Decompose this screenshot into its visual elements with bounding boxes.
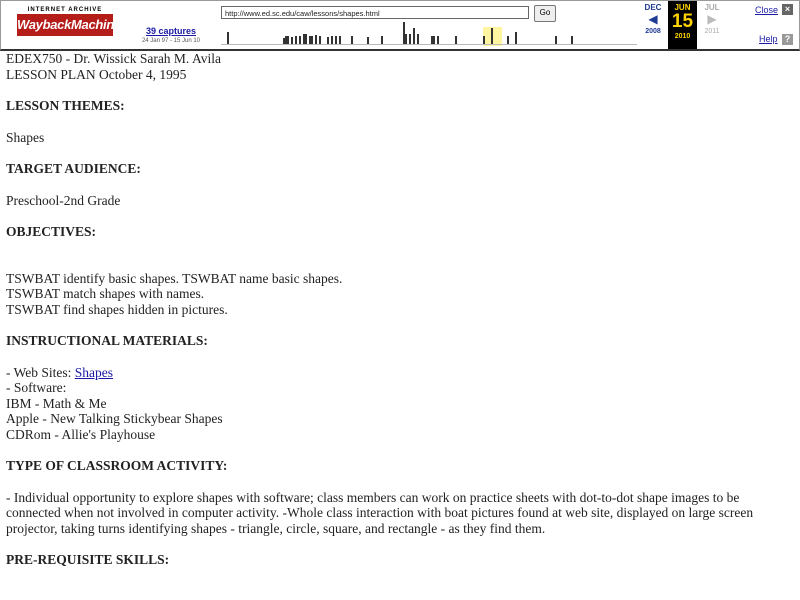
current-year: 2010 <box>674 33 691 40</box>
objective-line: TSWBAT match shapes with names. <box>6 286 205 301</box>
header-line-2: LESSON PLAN October 4, 1995 <box>6 66 187 82</box>
timeline-tick <box>295 36 297 44</box>
websites-prefix: - Web Sites: <box>6 364 75 380</box>
timeline-tick <box>491 28 493 44</box>
timeline-tick <box>331 36 333 44</box>
timeline-tick <box>305 34 307 44</box>
lesson-plan-content <box>6 51 794 568</box>
objective-line: TSWBAT find shapes hidden in pictures. <box>6 301 228 317</box>
timeline-tick <box>327 37 329 44</box>
materials-software: - Software: <box>6 380 67 395</box>
timeline-tick <box>555 36 557 44</box>
timeline-tick <box>367 37 369 44</box>
close-link[interactable]: Close <box>755 5 779 15</box>
captures-link[interactable]: 39 captures <box>145 26 197 36</box>
materials-heading: INSTRUCTIONAL MATERIALS: <box>6 333 208 348</box>
timeline-tick <box>339 36 341 44</box>
logo-internet-archive-text: INTERNET ARCHIVE <box>27 7 103 13</box>
timeline-tick <box>227 32 229 44</box>
timeline-baseline <box>221 44 637 45</box>
toolbar-actions <box>751 1 799 49</box>
next-year: 2011 <box>704 28 720 35</box>
timeline-tick <box>315 35 317 44</box>
timeline-tick <box>409 34 411 44</box>
timeline-tick <box>405 34 407 44</box>
prev-capture[interactable] <box>639 1 667 49</box>
arrow-right-icon[interactable]: ▶ <box>707 12 717 26</box>
arrow-left-icon[interactable]: ◀ <box>648 12 658 26</box>
current-day: 15 <box>671 11 694 32</box>
timeline-tick <box>515 32 517 44</box>
help-icon[interactable]: ? <box>782 34 793 45</box>
timeline-tick <box>287 36 289 44</box>
themes-heading: LESSON THEMES: <box>6 98 125 113</box>
timeline-tick <box>319 36 321 44</box>
timeline-tick <box>335 36 337 44</box>
shapes-link[interactable]: Shapes <box>74 364 114 380</box>
materials-websites <box>6 365 794 381</box>
audience-text: Preschool-2nd Grade <box>6 192 121 208</box>
timeline-tick <box>381 36 383 44</box>
next-capture[interactable] <box>698 1 726 49</box>
activity-text: - Individual opportunity to explore shapes with software; class members can work on practice sheets with dot-to-dot shape images to be connected when not involved in computer activity. -Whole class interaction with boat pictures found at web site, displayed on large screen projector, taking turns identifying shapes - triangle, circle, square, and rectangle - as they find them. <box>6 489 754 536</box>
timeline-tick <box>483 36 485 44</box>
logo-wayback-text: WaybackMachine <box>17 14 113 36</box>
captures-date-range: 24 Jan 97 - 15 Jun 10 <box>141 38 201 44</box>
material-item: Apple - New Talking Stickybear Shapes <box>6 411 223 426</box>
prev-year: 2008 <box>645 28 661 35</box>
current-month: JUN <box>674 3 691 12</box>
prev-month: DEC <box>644 3 662 12</box>
activity-heading: TYPE OF CLASSROOM ACTIVITY: <box>6 458 228 473</box>
timeline-tick <box>413 28 415 44</box>
audience-heading: TARGET AUDIENCE: <box>6 161 141 176</box>
next-month: JUL <box>704 3 720 12</box>
url-input[interactable]: http://www.ed.sc.edu/caw/lessons/shapes.html <box>221 6 529 19</box>
calendar-navigator <box>639 1 729 49</box>
timeline-tick <box>571 36 573 44</box>
objectives-heading: OBJECTIVES: <box>6 224 97 239</box>
help-link[interactable]: Help <box>759 34 778 44</box>
material-item: IBM - Math & Me <box>6 395 107 411</box>
timeline-tick <box>311 36 313 44</box>
timeline-tick <box>437 36 439 44</box>
wayback-toolbar <box>0 0 800 51</box>
material-item: CDRom - Allie's Playhouse <box>6 426 156 442</box>
timeline-tick <box>507 36 509 44</box>
timeline-tick <box>351 36 353 44</box>
header-line-1: EDEX750 - Dr. Wissick Sarah M. Avila <box>6 51 221 66</box>
captures-info <box>131 26 211 44</box>
prereq-heading: PRE-REQUISITE SKILLS: <box>6 552 170 567</box>
go-button[interactable]: Go <box>534 5 556 22</box>
timeline-tick <box>299 36 301 44</box>
objective-line: TSWBAT identify basic shapes. TSWBAT name basic shapes. <box>6 270 343 286</box>
wayback-logo[interactable] <box>9 4 121 46</box>
current-capture <box>668 1 697 49</box>
themes-text: Shapes <box>6 129 45 145</box>
capture-timeline[interactable] <box>221 25 637 47</box>
timeline-tick <box>291 37 293 44</box>
close-icon[interactable]: × <box>782 4 793 15</box>
timeline-tick <box>455 36 457 44</box>
timeline-tick <box>433 36 435 44</box>
timeline-tick <box>417 34 419 44</box>
